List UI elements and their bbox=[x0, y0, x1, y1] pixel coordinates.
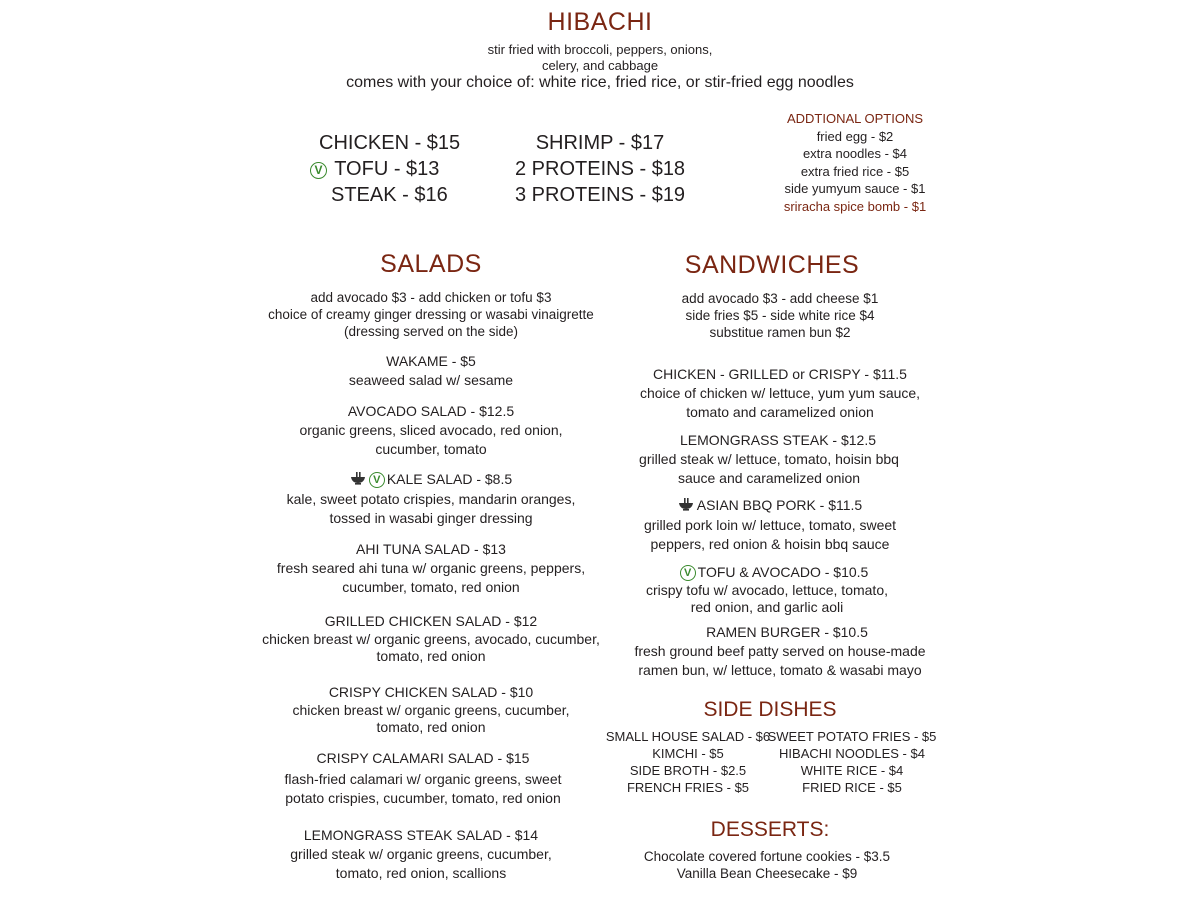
sandwich-name: CHICKEN - GRILLED or CRISPY - $11.5 bbox=[653, 366, 907, 382]
sandwich-name-row bbox=[567, 563, 967, 582]
salads-notes bbox=[231, 289, 631, 340]
sandwich-desc: crispy tofu w/ avocado, lettuce, tomato, bbox=[645, 582, 888, 598]
desserts-list bbox=[567, 848, 967, 882]
salad-item-crispy-calamari bbox=[223, 749, 623, 808]
hibachi-desc-line: celery, and cabbage bbox=[541, 58, 659, 73]
hibachi-chicken: CHICKEN - $15 bbox=[319, 132, 461, 154]
hibachi-protein-col-1 bbox=[314, 130, 461, 208]
sandwich-desc: ramen bun, w/ lettuce, tomato & wasabi mayo bbox=[638, 662, 922, 678]
salad-name: LEMONGRASS STEAK SALAD - $14 bbox=[303, 827, 539, 843]
salad-name: GRILLED CHICKEN SALAD - $12 bbox=[324, 613, 538, 629]
desserts-title: DESSERTS: bbox=[710, 818, 830, 841]
salads-note: add avocado $3 - add chicken or tofu $3 bbox=[310, 290, 552, 305]
sandwiches-title: SANDWICHES bbox=[684, 251, 860, 279]
side-item: SMALL HOUSE SALAD - $6 bbox=[605, 729, 771, 744]
sides-col-2 bbox=[762, 728, 942, 796]
sandwich-name: ASIAN BBQ PORK - $11.5 bbox=[696, 497, 863, 513]
sandwiches-note: add avocado $3 - add cheese $1 bbox=[681, 291, 879, 306]
sandwich-name: TOFU & AVOCADO - $10.5 bbox=[697, 564, 869, 580]
salad-name: WAKAME - $5 bbox=[386, 353, 476, 369]
salads-note: choice of creamy ginger dressing or wasabi vinaigrette bbox=[268, 307, 594, 322]
salad-desc: tomato, red onion bbox=[376, 648, 486, 664]
hibachi-tofu: TOFU - $13 bbox=[334, 158, 440, 180]
sandwich-desc: sauce and caramelized onion bbox=[677, 470, 861, 486]
salad-name: CRISPY CALAMARI SALAD - $15 bbox=[316, 750, 530, 766]
hibachi-two-proteins: 2 PROTEINS - $18 bbox=[515, 158, 686, 180]
side-item: SWEET POTATO FRIES - $5 bbox=[767, 729, 937, 744]
salads-title: SALADS bbox=[380, 250, 482, 278]
sandwich-item-chicken bbox=[580, 365, 980, 422]
sandwich-name: LEMONGRASS STEAK - $12.5 bbox=[679, 432, 877, 448]
salad-desc: cucumber, tomato bbox=[375, 441, 487, 457]
salad-desc: grilled steak w/ organic greens, cucumber, bbox=[290, 846, 552, 862]
salad-item-grilled-chicken bbox=[231, 612, 631, 665]
option-item: extra fried rice - $5 bbox=[800, 163, 910, 179]
side-item: WHITE RICE - $4 bbox=[800, 763, 904, 778]
hibachi-three-proteins: 3 PROTEINS - $19 bbox=[515, 184, 686, 206]
salad-desc: organic greens, sliced avocado, red onion, bbox=[299, 422, 563, 438]
salad-desc: potato crispies, cucumber, tomato, red onion bbox=[285, 790, 561, 806]
sides-col-1 bbox=[598, 728, 778, 796]
sandwich-item-lemongrass-steak bbox=[569, 431, 969, 488]
salad-desc: tomato, red onion, scallions bbox=[335, 865, 507, 881]
sandwiches-notes bbox=[580, 290, 980, 341]
salad-name: CRISPY CHICKEN SALAD - $10 bbox=[328, 684, 534, 700]
hibachi-desc-line: stir fried with broccoli, peppers, onions, bbox=[487, 42, 713, 57]
sandwiches-note: substitue ramen bun $2 bbox=[709, 325, 851, 340]
salad-desc: chicken breast w/ organic greens, avocado, cucumber, bbox=[262, 631, 600, 647]
salad-desc: tossed in wasabi ginger dressing bbox=[329, 510, 533, 526]
side-item: HIBACHI NOODLES - $4 bbox=[779, 746, 925, 761]
bowl-icon bbox=[350, 471, 366, 490]
salad-desc: seaweed salad w/ sesame bbox=[348, 372, 514, 388]
additional-options bbox=[760, 110, 950, 215]
side-item: SIDE BROTH - $2.5 bbox=[629, 763, 747, 778]
side-item: KIMCHI - $5 bbox=[652, 746, 724, 761]
salad-name: AHI TUNA SALAD - $13 bbox=[356, 541, 506, 557]
salad-desc: cucumber, tomato, red onion bbox=[342, 579, 520, 595]
sides-title: SIDE DISHES bbox=[703, 698, 837, 721]
sandwiches-note: side fries $5 - side white rice $4 bbox=[685, 308, 875, 323]
salad-name: KALE SALAD - $8.5 bbox=[386, 471, 513, 487]
sandwich-desc: grilled steak w/ lettuce, tomato, hoisin bbq bbox=[639, 451, 899, 467]
sandwich-item-tofu-avocado bbox=[567, 563, 967, 616]
sandwich-name: RAMEN BURGER - $10.5 bbox=[706, 624, 868, 640]
option-item: fried egg - $2 bbox=[816, 128, 894, 144]
sandwich-desc: tomato and caramelized onion bbox=[686, 404, 874, 420]
salad-desc: fresh seared ahi tuna w/ organic greens, peppers, bbox=[276, 560, 586, 576]
sandwich-desc: red onion, and garlic aoli bbox=[690, 599, 844, 615]
salad-name: AVOCADO SALAD - $12.5 bbox=[347, 403, 515, 419]
sandwich-desc: choice of chicken w/ lettuce, yum yum sauce, bbox=[639, 385, 921, 401]
option-item-highlight: sriracha spice bomb - $1 bbox=[783, 198, 927, 214]
hibachi-shrimp: SHRIMP - $17 bbox=[535, 132, 665, 154]
hibachi-title: HIBACHI bbox=[547, 8, 653, 36]
sandwich-item-asian-bbq-pork bbox=[570, 496, 970, 554]
salad-desc: tomato, red onion bbox=[376, 719, 486, 735]
option-item: side yumyum sauce - $1 bbox=[784, 181, 926, 196]
hibachi-steak: STEAK - $16 bbox=[331, 184, 448, 206]
hibachi-description bbox=[400, 42, 800, 74]
side-item: FRENCH FRIES - $5 bbox=[626, 780, 750, 795]
hibachi-protein-col-2 bbox=[515, 130, 685, 208]
dessert-item: Chocolate covered fortune cookies - $3.5 bbox=[643, 849, 891, 864]
sandwich-desc: fresh ground beef patty served on house-made bbox=[634, 643, 926, 659]
salad-item-wakame bbox=[231, 352, 631, 390]
salad-desc: flash-fried calamari w/ organic greens, sweet bbox=[284, 771, 562, 787]
vegan-icon: V bbox=[369, 472, 385, 488]
sandwich-desc: grilled pork loin w/ lettuce, tomato, sweet bbox=[643, 517, 897, 533]
salad-desc: kale, sweet potato crispies, mandarin oranges, bbox=[286, 491, 576, 507]
sandwich-name-row bbox=[570, 496, 970, 516]
sandwich-item-ramen-burger bbox=[580, 623, 980, 680]
hibachi-tofu-row bbox=[310, 156, 460, 182]
option-item: extra noodles - $4 bbox=[802, 146, 908, 161]
side-item: FRIED RICE - $5 bbox=[802, 780, 902, 795]
salads-note: (dressing served on the side) bbox=[343, 324, 519, 339]
sandwich-desc: peppers, red onion & hoisin bbq sauce bbox=[650, 536, 890, 552]
hibachi-choice: comes with your choice of: white rice, fried rice, or stir-fried egg noodles bbox=[346, 74, 854, 91]
salad-item-lemongrass-steak bbox=[221, 826, 621, 883]
dessert-item: Vanilla Bean Cheesecake - $9 bbox=[676, 866, 858, 881]
vegan-icon: V bbox=[310, 162, 327, 179]
salad-desc: chicken breast w/ organic greens, cucumber, bbox=[292, 702, 570, 718]
salad-item-crispy-chicken bbox=[231, 683, 631, 736]
bowl-icon bbox=[678, 497, 694, 516]
additional-options-title: ADDTIONAL OPTIONS bbox=[786, 111, 924, 126]
vegan-icon: V bbox=[680, 565, 696, 581]
